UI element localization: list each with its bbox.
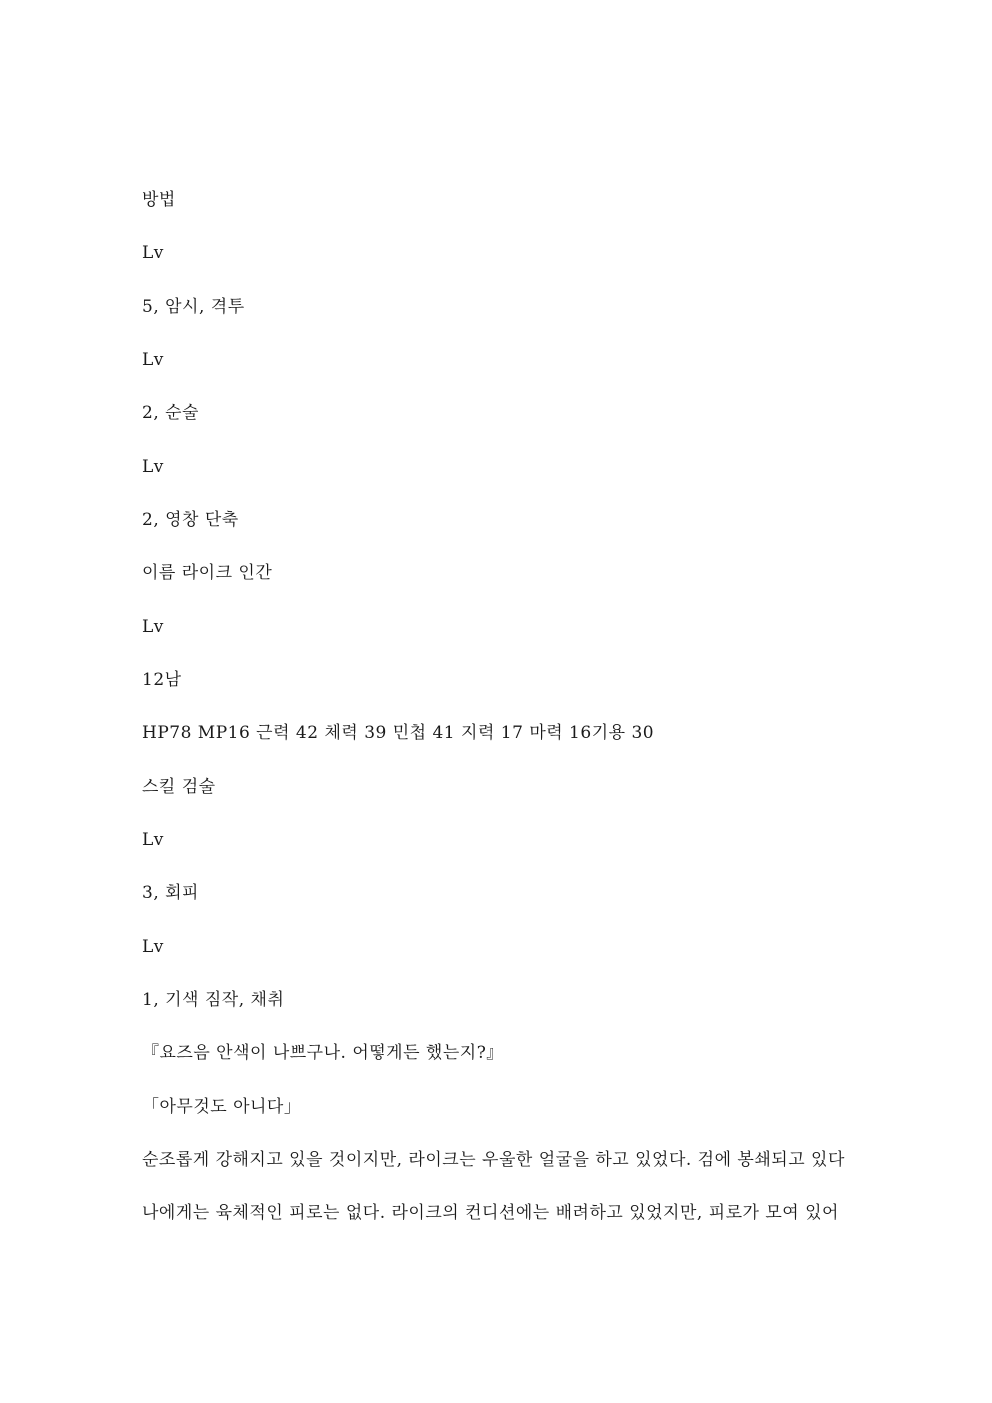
paragraph-line: 나에게는 육체적인 피로는 없다. 라이크의 컨디션에는 배려하고 있었지만, 피로가 모여 있어 xyxy=(142,1203,839,1223)
stats-line: HP78 MP16 근력 42 체력 39 민첩 41 지력 17 마력 16기용 30 xyxy=(142,723,655,743)
dialogue-line: 「아무것도 아니다」 xyxy=(142,1097,302,1117)
text-line: 2, 순술 xyxy=(142,403,199,423)
text-line: Lv xyxy=(142,830,164,850)
text-line: Lv xyxy=(142,617,164,637)
text-line: Lv xyxy=(142,457,164,477)
text-line: 2, 영창 단축 xyxy=(142,510,239,530)
text-line: 12남 xyxy=(142,670,182,690)
text-line: Lv xyxy=(142,350,164,370)
text-line: 5, 암시, 격투 xyxy=(142,297,245,317)
text-line: 방법 xyxy=(142,190,176,210)
text-line: Lv xyxy=(142,937,164,957)
text-line: Lv xyxy=(142,243,164,263)
text-line: 이름 라이크 인간 xyxy=(142,563,273,583)
text-line: 1, 기색 짐작, 채취 xyxy=(142,990,285,1010)
text-line: 3, 회피 xyxy=(142,883,199,903)
dialogue-line: 『요즈음 안색이 나쁘구나. 어떻게든 했는지?』 xyxy=(142,1043,504,1063)
paragraph-line: 순조롭게 강해지고 있을 것이지만, 라이크는 우울한 얼굴을 하고 있었다. 검에 봉쇄되고 있다 xyxy=(142,1150,845,1170)
text-line: 스킬 검술 xyxy=(142,777,216,797)
